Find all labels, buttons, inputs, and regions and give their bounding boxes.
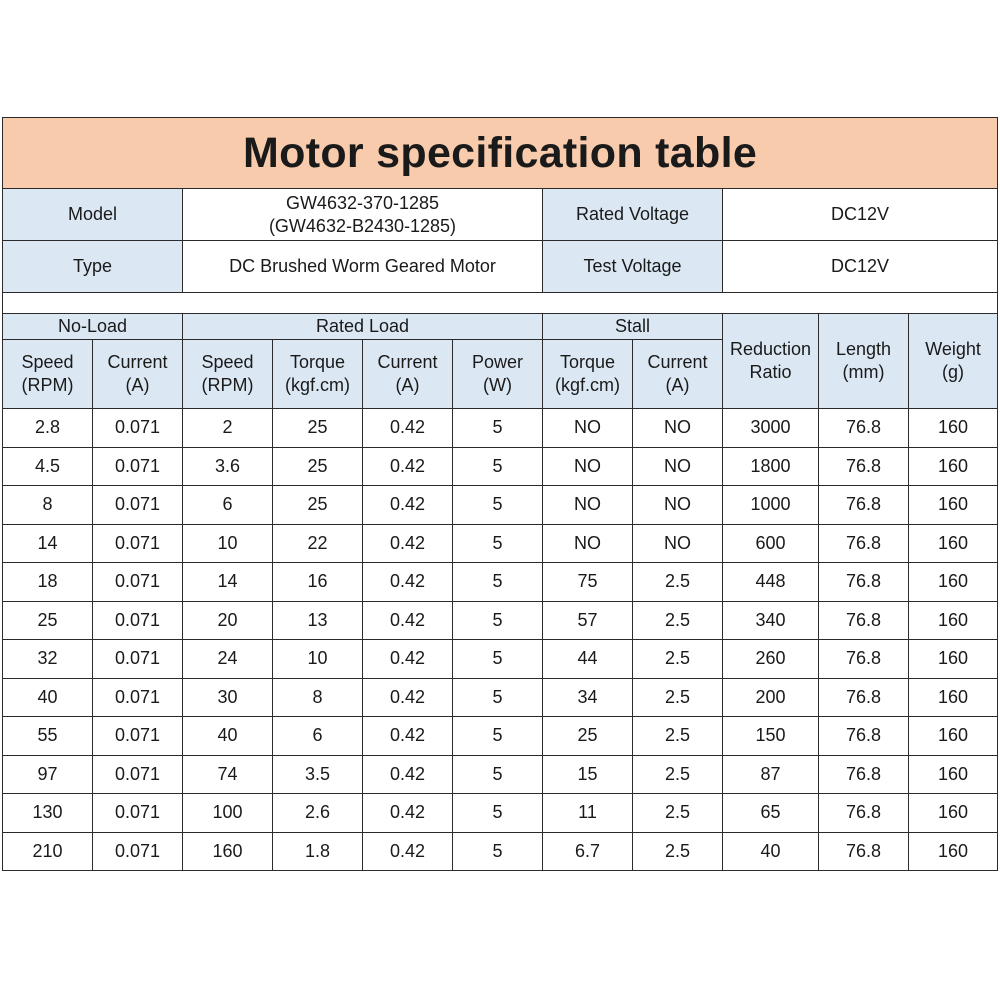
model-label: Model — [3, 189, 183, 241]
cell-rated-speed: 30 — [183, 678, 273, 717]
header-line: (mm) — [842, 362, 885, 382]
header-line: (W) — [483, 375, 512, 395]
cell-stall-torque: 15 — [543, 755, 633, 794]
cell-rated-power: 5 — [453, 832, 543, 871]
cell-rated-current: 0.42 — [363, 409, 453, 448]
header-rated-speed — [183, 340, 273, 409]
cell-length: 76.8 — [819, 640, 909, 679]
cell-weight: 160 — [909, 563, 998, 602]
header-line: Speed — [201, 352, 254, 372]
motor-spec-table — [2, 117, 998, 871]
cell-rated-speed: 74 — [183, 755, 273, 794]
type-value: DC Brushed Worm Geared Motor — [183, 241, 543, 293]
cell-stall-torque: 11 — [543, 794, 633, 833]
model-value-line2: (GW4632-B2430-1285) — [268, 215, 457, 236]
table-row — [3, 447, 998, 486]
header-line: Current — [377, 352, 438, 372]
cell-rated-speed: 20 — [183, 601, 273, 640]
table-row — [3, 755, 998, 794]
cell-reduction-ratio: 600 — [723, 524, 819, 563]
table-row — [3, 563, 998, 602]
header-line: Torque — [289, 352, 346, 372]
cell-no-load-speed: 14 — [3, 524, 93, 563]
cell-stall-torque: NO — [543, 486, 633, 525]
test-voltage-value: DC12V — [723, 241, 998, 293]
cell-no-load-speed: 18 — [3, 563, 93, 602]
table-row — [3, 409, 998, 448]
cell-stall-current: NO — [633, 447, 723, 486]
cell-length: 76.8 — [819, 601, 909, 640]
table-row — [3, 486, 998, 525]
header-line: Reduction — [729, 339, 812, 359]
cell-rated-power: 5 — [453, 563, 543, 602]
cell-no-load-speed: 25 — [3, 601, 93, 640]
cell-rated-torque: 2.6 — [273, 794, 363, 833]
cell-reduction-ratio: 448 — [723, 563, 819, 602]
cell-rated-speed: 2 — [183, 409, 273, 448]
cell-rated-current: 0.42 — [363, 678, 453, 717]
group-rated-load: Rated Load — [183, 314, 543, 340]
cell-rated-speed: 10 — [183, 524, 273, 563]
cell-no-load-current: 0.071 — [93, 717, 183, 756]
cell-rated-power: 5 — [453, 794, 543, 833]
cell-rated-speed: 6 — [183, 486, 273, 525]
cell-rated-current: 0.42 — [363, 524, 453, 563]
cell-length: 76.8 — [819, 755, 909, 794]
cell-stall-current: 2.5 — [633, 601, 723, 640]
cell-weight: 160 — [909, 601, 998, 640]
table-row — [3, 678, 998, 717]
cell-reduction-ratio: 1800 — [723, 447, 819, 486]
cell-rated-power: 5 — [453, 717, 543, 756]
table-row — [3, 601, 998, 640]
cell-no-load-speed: 32 — [3, 640, 93, 679]
cell-no-load-speed: 40 — [3, 678, 93, 717]
cell-rated-torque: 8 — [273, 678, 363, 717]
cell-stall-current: 2.5 — [633, 755, 723, 794]
cell-no-load-speed: 2.8 — [3, 409, 93, 448]
cell-reduction-ratio: 1000 — [723, 486, 819, 525]
cell-no-load-current: 0.071 — [93, 563, 183, 602]
cell-rated-current: 0.42 — [363, 486, 453, 525]
header-line: Current — [647, 352, 708, 372]
cell-no-load-current: 0.071 — [93, 794, 183, 833]
cell-rated-power: 5 — [453, 640, 543, 679]
cell-rated-torque: 16 — [273, 563, 363, 602]
cell-stall-torque: NO — [543, 447, 633, 486]
cell-rated-torque: 13 — [273, 601, 363, 640]
group-stall: Stall — [543, 314, 723, 340]
cell-no-load-speed: 8 — [3, 486, 93, 525]
cell-rated-speed: 24 — [183, 640, 273, 679]
cell-rated-current: 0.42 — [363, 601, 453, 640]
cell-no-load-current: 0.071 — [93, 640, 183, 679]
cell-reduction-ratio: 40 — [723, 832, 819, 871]
header-line: (g) — [942, 362, 965, 382]
cell-weight: 160 — [909, 447, 998, 486]
cell-rated-speed: 3.6 — [183, 447, 273, 486]
cell-rated-torque: 6 — [273, 717, 363, 756]
cell-weight: 160 — [909, 678, 998, 717]
cell-rated-current: 0.42 — [363, 832, 453, 871]
header-line: Current — [107, 352, 168, 372]
header-line: (A) — [395, 375, 420, 395]
cell-length: 76.8 — [819, 832, 909, 871]
cell-rated-power: 5 — [453, 678, 543, 717]
cell-no-load-speed: 4.5 — [3, 447, 93, 486]
cell-weight: 160 — [909, 524, 998, 563]
header-stall-torque — [543, 340, 633, 409]
cell-rated-torque: 22 — [273, 524, 363, 563]
header-rated-torque — [273, 340, 363, 409]
cell-weight: 160 — [909, 832, 998, 871]
header-length — [819, 314, 909, 409]
cell-rated-current: 0.42 — [363, 794, 453, 833]
header-line: Torque — [559, 352, 616, 372]
cell-stall-torque: 57 — [543, 601, 633, 640]
test-voltage-label: Test Voltage — [543, 241, 723, 293]
header-stall-current — [633, 340, 723, 409]
cell-stall-current: 2.5 — [633, 832, 723, 871]
cell-weight: 160 — [909, 755, 998, 794]
cell-no-load-current: 0.071 — [93, 832, 183, 871]
type-label: Type — [3, 241, 183, 293]
cell-no-load-current: 0.071 — [93, 755, 183, 794]
cell-length: 76.8 — [819, 563, 909, 602]
cell-stall-current: NO — [633, 409, 723, 448]
model-value-line1: GW4632-370-1285 — [285, 192, 440, 213]
table-row — [3, 794, 998, 833]
cell-no-load-current: 0.071 — [93, 524, 183, 563]
rated-voltage-value: DC12V — [723, 189, 998, 241]
cell-length: 76.8 — [819, 447, 909, 486]
cell-rated-power: 5 — [453, 447, 543, 486]
header-no-load-speed — [3, 340, 93, 409]
cell-rated-torque: 3.5 — [273, 755, 363, 794]
cell-stall-current: 2.5 — [633, 794, 723, 833]
cell-length: 76.8 — [819, 794, 909, 833]
cell-no-load-current: 0.071 — [93, 447, 183, 486]
cell-stall-torque: 75 — [543, 563, 633, 602]
cell-no-load-current: 0.071 — [93, 601, 183, 640]
cell-rated-speed: 160 — [183, 832, 273, 871]
group-no-load: No-Load — [3, 314, 183, 340]
table-row — [3, 640, 998, 679]
cell-rated-torque: 1.8 — [273, 832, 363, 871]
cell-length: 76.8 — [819, 524, 909, 563]
cell-rated-current: 0.42 — [363, 717, 453, 756]
cell-rated-power: 5 — [453, 755, 543, 794]
cell-stall-torque: 6.7 — [543, 832, 633, 871]
cell-length: 76.8 — [819, 717, 909, 756]
cell-rated-speed: 14 — [183, 563, 273, 602]
header-reduction-ratio — [723, 314, 819, 409]
header-no-load-current — [93, 340, 183, 409]
header-line: (A) — [125, 375, 150, 395]
header-weight — [909, 314, 998, 409]
cell-no-load-speed: 130 — [3, 794, 93, 833]
cell-stall-torque: 25 — [543, 717, 633, 756]
header-line: Length — [835, 339, 892, 359]
cell-rated-power: 5 — [453, 486, 543, 525]
cell-rated-current: 0.42 — [363, 447, 453, 486]
header-line: Power — [471, 352, 524, 372]
cell-rated-current: 0.42 — [363, 755, 453, 794]
model-value — [183, 189, 543, 241]
cell-rated-speed: 100 — [183, 794, 273, 833]
header-line: (RPM) — [21, 375, 74, 395]
cell-weight: 160 — [909, 486, 998, 525]
cell-stall-current: 2.5 — [633, 640, 723, 679]
rated-voltage-label: Rated Voltage — [543, 189, 723, 241]
cell-stall-current: 2.5 — [633, 678, 723, 717]
cell-no-load-current: 0.071 — [93, 486, 183, 525]
cell-no-load-speed: 210 — [3, 832, 93, 871]
cell-weight: 160 — [909, 717, 998, 756]
cell-stall-current: NO — [633, 524, 723, 563]
cell-rated-current: 0.42 — [363, 640, 453, 679]
header-line: (RPM) — [201, 375, 254, 395]
table-row — [3, 524, 998, 563]
cell-rated-torque: 10 — [273, 640, 363, 679]
cell-stall-current: NO — [633, 486, 723, 525]
cell-reduction-ratio: 3000 — [723, 409, 819, 448]
cell-length: 76.8 — [819, 409, 909, 448]
cell-reduction-ratio: 340 — [723, 601, 819, 640]
header-line: Weight — [925, 339, 981, 359]
cell-rated-torque: 25 — [273, 409, 363, 448]
cell-stall-torque: 34 — [543, 678, 633, 717]
header-line: Speed — [21, 352, 74, 372]
header-line: Ratio — [749, 362, 792, 382]
cell-length: 76.8 — [819, 678, 909, 717]
cell-no-load-speed: 55 — [3, 717, 93, 756]
cell-reduction-ratio: 65 — [723, 794, 819, 833]
cell-rated-torque: 25 — [273, 447, 363, 486]
header-line: (kgf.cm) — [555, 375, 620, 395]
cell-weight: 160 — [909, 640, 998, 679]
cell-stall-torque: NO — [543, 524, 633, 563]
cell-rated-torque: 25 — [273, 486, 363, 525]
cell-no-load-current: 0.071 — [93, 678, 183, 717]
cell-reduction-ratio: 200 — [723, 678, 819, 717]
cell-rated-speed: 40 — [183, 717, 273, 756]
cell-rated-power: 5 — [453, 601, 543, 640]
table-title: Motor specification table — [3, 118, 998, 189]
cell-reduction-ratio: 87 — [723, 755, 819, 794]
header-rated-current — [363, 340, 453, 409]
header-line: (A) — [665, 375, 690, 395]
cell-rated-power: 5 — [453, 409, 543, 448]
table-row — [3, 832, 998, 871]
cell-stall-current: 2.5 — [633, 563, 723, 602]
cell-weight: 160 — [909, 794, 998, 833]
cell-rated-current: 0.42 — [363, 563, 453, 602]
header-line: (kgf.cm) — [285, 375, 350, 395]
cell-reduction-ratio: 260 — [723, 640, 819, 679]
cell-stall-torque: 44 — [543, 640, 633, 679]
cell-reduction-ratio: 150 — [723, 717, 819, 756]
table-row — [3, 717, 998, 756]
cell-weight: 160 — [909, 409, 998, 448]
cell-length: 76.8 — [819, 486, 909, 525]
cell-no-load-current: 0.071 — [93, 409, 183, 448]
spacer-row — [3, 293, 998, 314]
cell-no-load-speed: 97 — [3, 755, 93, 794]
cell-rated-power: 5 — [453, 524, 543, 563]
header-rated-power — [453, 340, 543, 409]
cell-stall-torque: NO — [543, 409, 633, 448]
cell-stall-current: 2.5 — [633, 717, 723, 756]
